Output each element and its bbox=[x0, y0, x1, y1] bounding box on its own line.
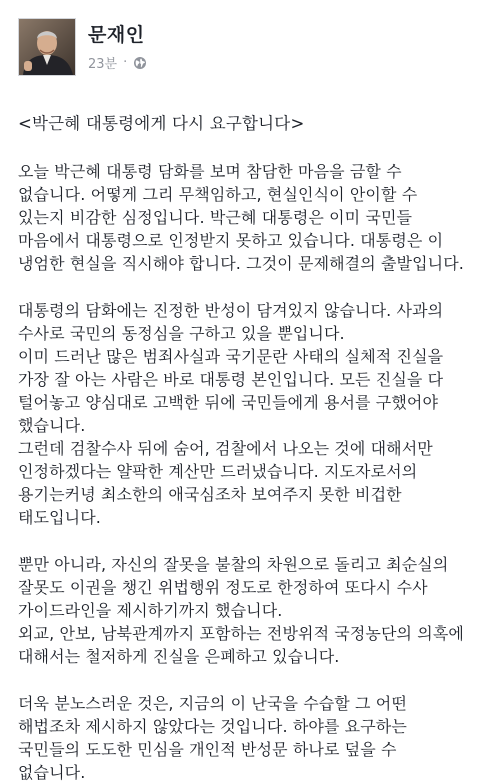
text-line: 인정하겠다는 얄팍한 계산만 드러냈습니다. 지도자로서의 bbox=[18, 462, 418, 481]
text-line: 털어놓고 양심대로 고백한 뒤에 국민들에게 용서를 구했어야 bbox=[18, 393, 439, 412]
avatar[interactable] bbox=[18, 18, 76, 76]
text-line: 가이드라인을 제시하기까지 했습니다. bbox=[18, 601, 283, 620]
text-line: 있는지 비감한 심정입니다. 박근혜 대통령은 이미 국민들 bbox=[18, 208, 413, 227]
post-headline: <박근혜 대통령에게 다시 요구합니다> bbox=[18, 114, 305, 133]
text-line: 없습니다. 어떻게 그리 무책임하고, 현실인식이 안이할 수 bbox=[18, 185, 418, 204]
text-line: 잘못도 이권을 챙긴 위법행위 정도로 한정하여 또다시 수사 bbox=[18, 578, 428, 597]
text-line: 외교, 안보, 남북관계까지 포함하는 전방위적 국정농단의 의혹에 bbox=[18, 624, 464, 643]
paragraph-3 bbox=[18, 553, 484, 668]
text-line: 해법조차 제시하지 않았다는 것입니다. 하야를 요구하는 bbox=[18, 717, 407, 736]
text-line: 없습니다. bbox=[18, 763, 86, 782]
post-timestamp[interactable]: 23분 bbox=[88, 57, 118, 72]
text-line: 국민들의 도도한 민심을 개인적 반성문 하나로 덮을 수 bbox=[18, 740, 397, 759]
text-line: 대통령의 담화에는 진정한 반성이 담겨있지 않습니다. 사과의 bbox=[18, 301, 444, 320]
text-line: 가장 잘 아는 사람은 바로 대통령 본인입니다. 모든 진실을 다 bbox=[18, 370, 444, 389]
text-line: 이미 드러난 많은 범죄사실과 국기문란 사태의 실체적 진실을 bbox=[18, 347, 444, 366]
post-header bbox=[18, 18, 486, 82]
globe-icon[interactable] bbox=[133, 56, 147, 70]
text-line: 뿐만 아니라, 자신의 잘못을 불찰의 차원으로 돌리고 최순실의 bbox=[18, 555, 449, 574]
text-line: 그런데 검찰수사 뒤에 숨어, 검찰에서 나오는 것에 대해서만 bbox=[18, 439, 433, 458]
text-line: 더욱 분노스러운 것은, 지금의 이 난국을 수습할 그 어떤 bbox=[18, 694, 407, 713]
text-line: 마음에서 대통령으로 인정받지 못하고 있습니다. 대통령은 이 bbox=[18, 231, 444, 250]
text-line: 수사로 국민의 동정심을 구하고 있을 뿐입니다. bbox=[18, 324, 345, 343]
meta-separator: · bbox=[123, 55, 128, 70]
text-line: 용기는커녕 최소한의 애국심조차 보여주지 못한 비겁한 bbox=[18, 485, 402, 504]
paragraph-1 bbox=[18, 160, 484, 275]
text-line: 태도입니다. bbox=[18, 508, 101, 527]
post-sub-meta bbox=[88, 53, 147, 72]
text-line: 오늘 박근혜 대통령 담화를 보며 참담한 마음을 금할 수 bbox=[18, 162, 402, 181]
paragraph-2 bbox=[18, 299, 484, 529]
post-meta bbox=[88, 18, 147, 72]
text-line: 했습니다. bbox=[18, 416, 86, 435]
post-content bbox=[18, 112, 486, 784]
paragraph-4 bbox=[18, 692, 484, 784]
avatar-photo bbox=[19, 19, 75, 75]
text-line: 대해서는 철저하게 진실을 은폐하고 있습니다. bbox=[18, 647, 340, 666]
author-name[interactable]: 문재인 bbox=[88, 24, 145, 46]
text-line: 냉엄한 현실을 직시해야 합니다. 그것이 문제해결의 출발입니다. bbox=[18, 254, 464, 273]
